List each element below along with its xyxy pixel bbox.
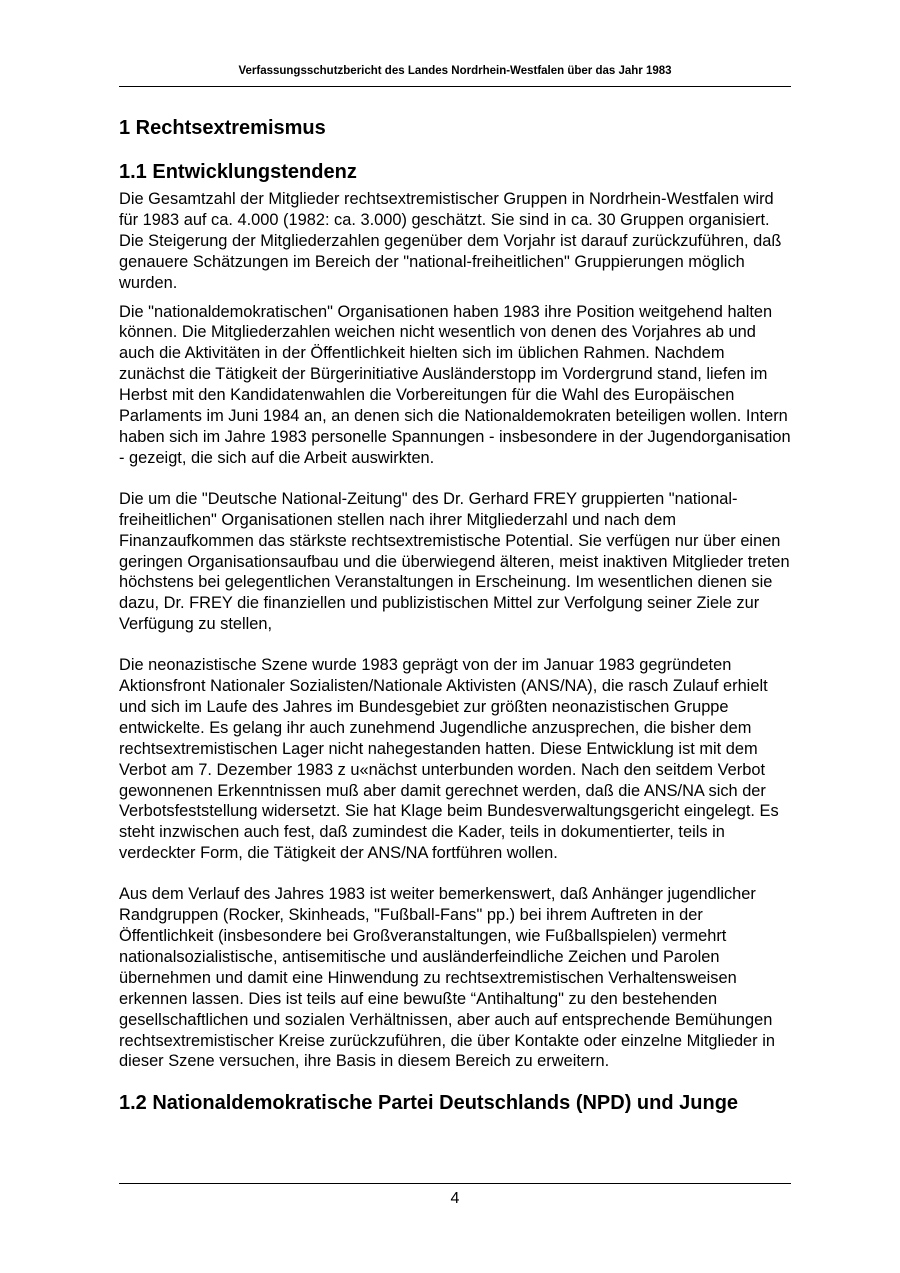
- chapter-heading: 1 Rechtsextremismus: [119, 117, 326, 139]
- page-body: [119, 114, 791, 1117]
- header-divider: [119, 86, 791, 87]
- paragraph-randgruppen: Aus dem Verlauf des Jahres 1983 ist weiter bemerkenswert, daß Anhänger jugendlicher Randgruppen (Rocker, Skinheads, "Fußball-Fans" pp.) bei ihrem Auftreten in der Öffentlichkeit (insbesondere bei Großveranstaltungen, wie Fußballspielen) vermehrt nationalsozialistische, antisemitische und ausländerfeindliche Zeichen und Parolen übernehmen und damit eine Hinwendung zu rechtsextremistischen Verhaltensweisen erkennen lassen. Dies ist teils auf eine bewußte “Antihaltung" zu den bestehenden gesellschaftlichen und sozialen Verhältnissen, aber auch auf entsprechende Bemühungen rechtsextremistischer Kreise zurückzuführen, die über Kontakte oder einzelne Mitglieder in dieser Szene versuchen, ihre Basis in diesem Bereich zu erweitern.: [119, 885, 775, 1071]
- paragraph-national-freiheitlich: Die um die "Deutsche National-Zeitung" des Dr. Gerhard FREY gruppierten "national-freiheitlichen" Organisationen stellen nach ihrer Mitgliederzahl und nach dem Finanzaufkommen das stärkste rechtsextremistische Potential. Sie verfügen nur über einen geringen Organisationsaufbau und die überwiegend älteren, meist inaktiven Mitglieder treten höchstens bei gelegentlichen Veranstaltungen in Erscheinung. Im wesentlichen dienen sie dazu, Dr. FREY die finanziellen und publizistischen Mittel zur Verfolgung seiner Ziele zur Verfügung zu stellen,: [119, 489, 790, 634]
- footer-divider: [119, 1183, 791, 1184]
- paragraph-membership: Die Gesamtzahl der Mitglieder rechtsextremistischer Gruppen in Nordrhein-Westfalen wird für 1983 auf ca. 4.000 (1982: ca. 3.000) geschätzt. Sie sind in ca. 30 Gruppen organisiert. Die Steigerung der Mitgliederzahlen gegenüber dem Vorjahr ist darauf zurückzuführen, daß genauere Schätzungen im Bereich der "national-freiheitlichen" Gruppierungen möglich wurden.: [119, 190, 782, 292]
- paragraph-nationaldemokratisch: Die "nationaldemokratischen" Organisationen haben 1983 ihre Position weitgehend halten können. Die Mitgliederzahlen weichen nicht wesentlich von denen des Vorjahres ab und auch die Aktivitäten in der Öffentlichkeit hielten sich im üblichen Rahmen. Nachdem zunächst die Tätigkeit der Bürgerinitiative Ausländerstopp im Vordergrund stand, liefen im Herbst mit den Kandidatenwahlen die Vorbereitungen für die Wahl des Europäischen Parlaments im Juni 1984 an, an denen sich die Nationaldemokraten beteiligen wollen. Intern haben sich im Jahre 1983 personelle Spannungen - insbesondere in der Jugendorganisation - gezeigt, die sich auf die Arbeit auswirkten.: [119, 302, 791, 467]
- paragraph-neonazistisch: Die neonazistische Szene wurde 1983 geprägt von der im Januar 1983 gegründeten Aktionsfront Nationaler Sozialisten/Nationale Aktivisten (ANS/NA), die rasch Zulauf erhielt und sich im Laufe des Jahres im Bundesgebiet zur größten neonazistischen Gruppe entwickelte. Es gelang ihr auch zunehmend Jugendliche anzusprechen, die bisher dem rechtsextremistischen Lager nicht nahegestanden hatten. Diese Entwicklung ist mit dem Verbot am 7. Dezember 1983 z u«nächst unterbunden worden. Nach den seitdem Verbot gewonnenen Erkenntnissen muß aber damit gerechnet werden, daß die ANS/NA sich der Verbotsfeststellung widersetzt. Sie hat Klage beim Bundesverwaltungsgericht eingelegt. Es steht inzwischen auch fest, daß zumindest die Kader, teils in dokumentierter, teils in verdeckter Form, die Tätigkeit der ANS/NA fortführen wollen.: [119, 656, 779, 863]
- section-heading-1-2: 1.2 Nationaldemokratische Partei Deutschlands (NPD) und Junge: [119, 1092, 739, 1115]
- running-header: Verfassungsschutzbericht des Landes Nordrhein-Westfalen über das Jahr 1983: [238, 65, 672, 77]
- page-number: 4: [450, 1190, 460, 1207]
- section-heading-1-1: 1.1 Entwicklungstendenz: [119, 161, 357, 183]
